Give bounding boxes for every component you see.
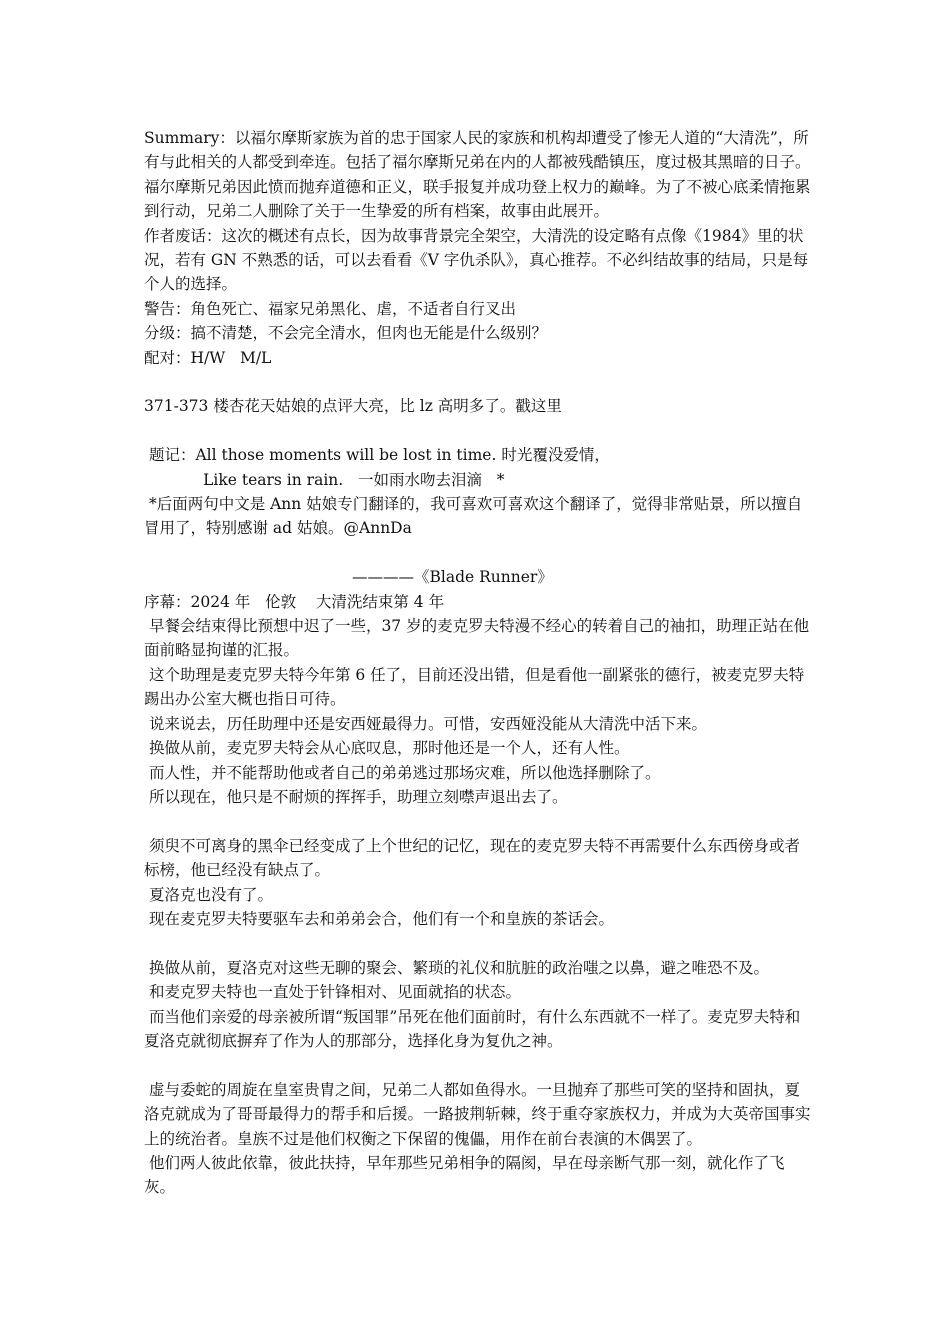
epigraph-source: ————《Blade Runner》	[352, 568, 553, 587]
story-paragraph: 和麦克罗夫特也一直处于针锋相对、见面就掐的状态。	[144, 983, 521, 1002]
story-paragraph: 所以现在，他只是不耐烦的挥挥手，助理立刻噤声退出去了。	[144, 787, 568, 806]
blank-line	[144, 1053, 814, 1077]
story-paragraph: 这个助理是麦克罗夫特今年第 6 任了，目前还没出错，但是看他一副紧张的德行，被麦克罗夫特踢出办公室大概也指日可待。	[144, 665, 805, 709]
blank-line	[144, 419, 814, 443]
comment-link-line[interactable]: 371-373 楼杏花天姑娘的点评大亮，比 lz 高明多了。戳这里	[144, 397, 562, 416]
story-paragraph: 他们两人彼此依靠，彼此扶持，早年那些兄弟相争的隔阂，早在母亲断气那一刻，就化作了飞灰。	[144, 1153, 785, 1197]
summary-paragraph: Summary：以福尔摩斯家族为首的忠于国家人民的家族和机构却遭受了惨无人道的“大清洗”，所有与此相关的人都受到牵连。包括了福尔摩斯兄弟在内的人都被残酷镇压，度过极其黑暗的日子。福尔摩斯兄弟因此愤而抛弃道德和正义，联手报复并成功登上权力的巅峰。为了不被心底柔情拖累到行动，兄弟二人删除了关于一生挚爱的所有档案，故事由此展开。	[144, 129, 811, 221]
story-paragraph: 换做从前，夏洛克对这些无聊的聚会、繁琐的礼仪和肮脏的政治嗤之以鼻，避之唯恐不及。	[144, 958, 769, 977]
pairing-line: 配对：H/W M/L	[144, 348, 272, 367]
story-paragraph: 早餐会结束得比预想中迟了一些，37 岁的麦克罗夫特漫不经心的转着自己的袖扣，助理正站在他面前略显拘谨的汇报。	[144, 617, 810, 660]
prologue-heading: 序幕：2024 年 伦敦 大清洗结束第 4 年	[144, 592, 445, 611]
story-paragraph: 夏洛克也没有了。	[144, 885, 273, 904]
story-paragraph: 须臾不可离身的黑伞已经变成了上个世纪的记忆，现在的麦克罗夫特不再需要什么东西傍身或者标榜，他已经没有缺点了。	[144, 836, 800, 880]
blank-line	[144, 931, 814, 955]
story-paragraph: 而人性，并不能帮助他或者自己的弟弟逃过那场灾难，所以他选择删除了。	[144, 763, 661, 782]
story-paragraph: 而当他们亲爱的母亲被所谓“叛国罪”吊死在他们面前时，有什么东西就不一样了。麦克罗夫特和夏洛克就彻底摒弃了作为人的那部分，选择化身为复仇之神。	[144, 1007, 801, 1050]
author-note-paragraph: 作者废话：这次的概述有点长，因为故事背景完全架空，大清洗的设定略有点像《1984》里的状况，若有 GN 不熟悉的话，可以去看看《V 字仇杀队》，真心推荐。不必纠结故事的结局，只是每个人的选择。	[144, 226, 809, 294]
rating-line: 分级：搞不清楚，不会完全清水，但肉也无能是什么级别？	[144, 324, 548, 343]
story-paragraph: 换做从前，麦克罗夫特会从心底叹息，那时他还是一个人，还有人性。	[144, 739, 630, 758]
story-paragraph: 虚与委蛇的周旋在皇室贵胄之间，兄弟二人都如鱼得水。一旦抛弃了那些可笑的坚持和固执，夏洛克就成为了哥哥最得力的帮手和后援。一路披荆斩棘，终于重夺家族权力，并成为大英帝国事实上的统治者。皇族不过是他们权衡之下保留的傀儡，用作在前台表演的木偶罢了。	[144, 1080, 811, 1148]
epigraph-line-2: Like tears in rain. 一如雨水吻去泪滴 *	[144, 470, 505, 489]
blank-line	[144, 541, 814, 565]
story-paragraph: 说来说去，历任助理中还是安西娅最得力。可惜，安西娅没能从大清洗中活下来。	[144, 714, 707, 733]
document-page	[144, 126, 814, 1200]
blank-line	[144, 809, 814, 833]
story-paragraph: 现在麦克罗夫特要驱车去和弟弟会合，他们有一个和皇族的茶话会。	[144, 909, 614, 928]
epigraph-note: *后面两句中文是 Ann 姑娘专门翻译的，我可喜欢可喜欢这个翻译了，觉得非常贴景，所以擅自冒用了，特别感谢 ad 姑娘。@AnnDa	[144, 495, 803, 538]
warning-line: 警告：角色死亡、福家兄弟黑化、虐，不适者自行叉出	[144, 299, 517, 318]
blank-line	[144, 370, 814, 394]
epigraph-line-1: 题记：All those moments will be lost in time. 时光覆没爱情，	[144, 446, 610, 465]
